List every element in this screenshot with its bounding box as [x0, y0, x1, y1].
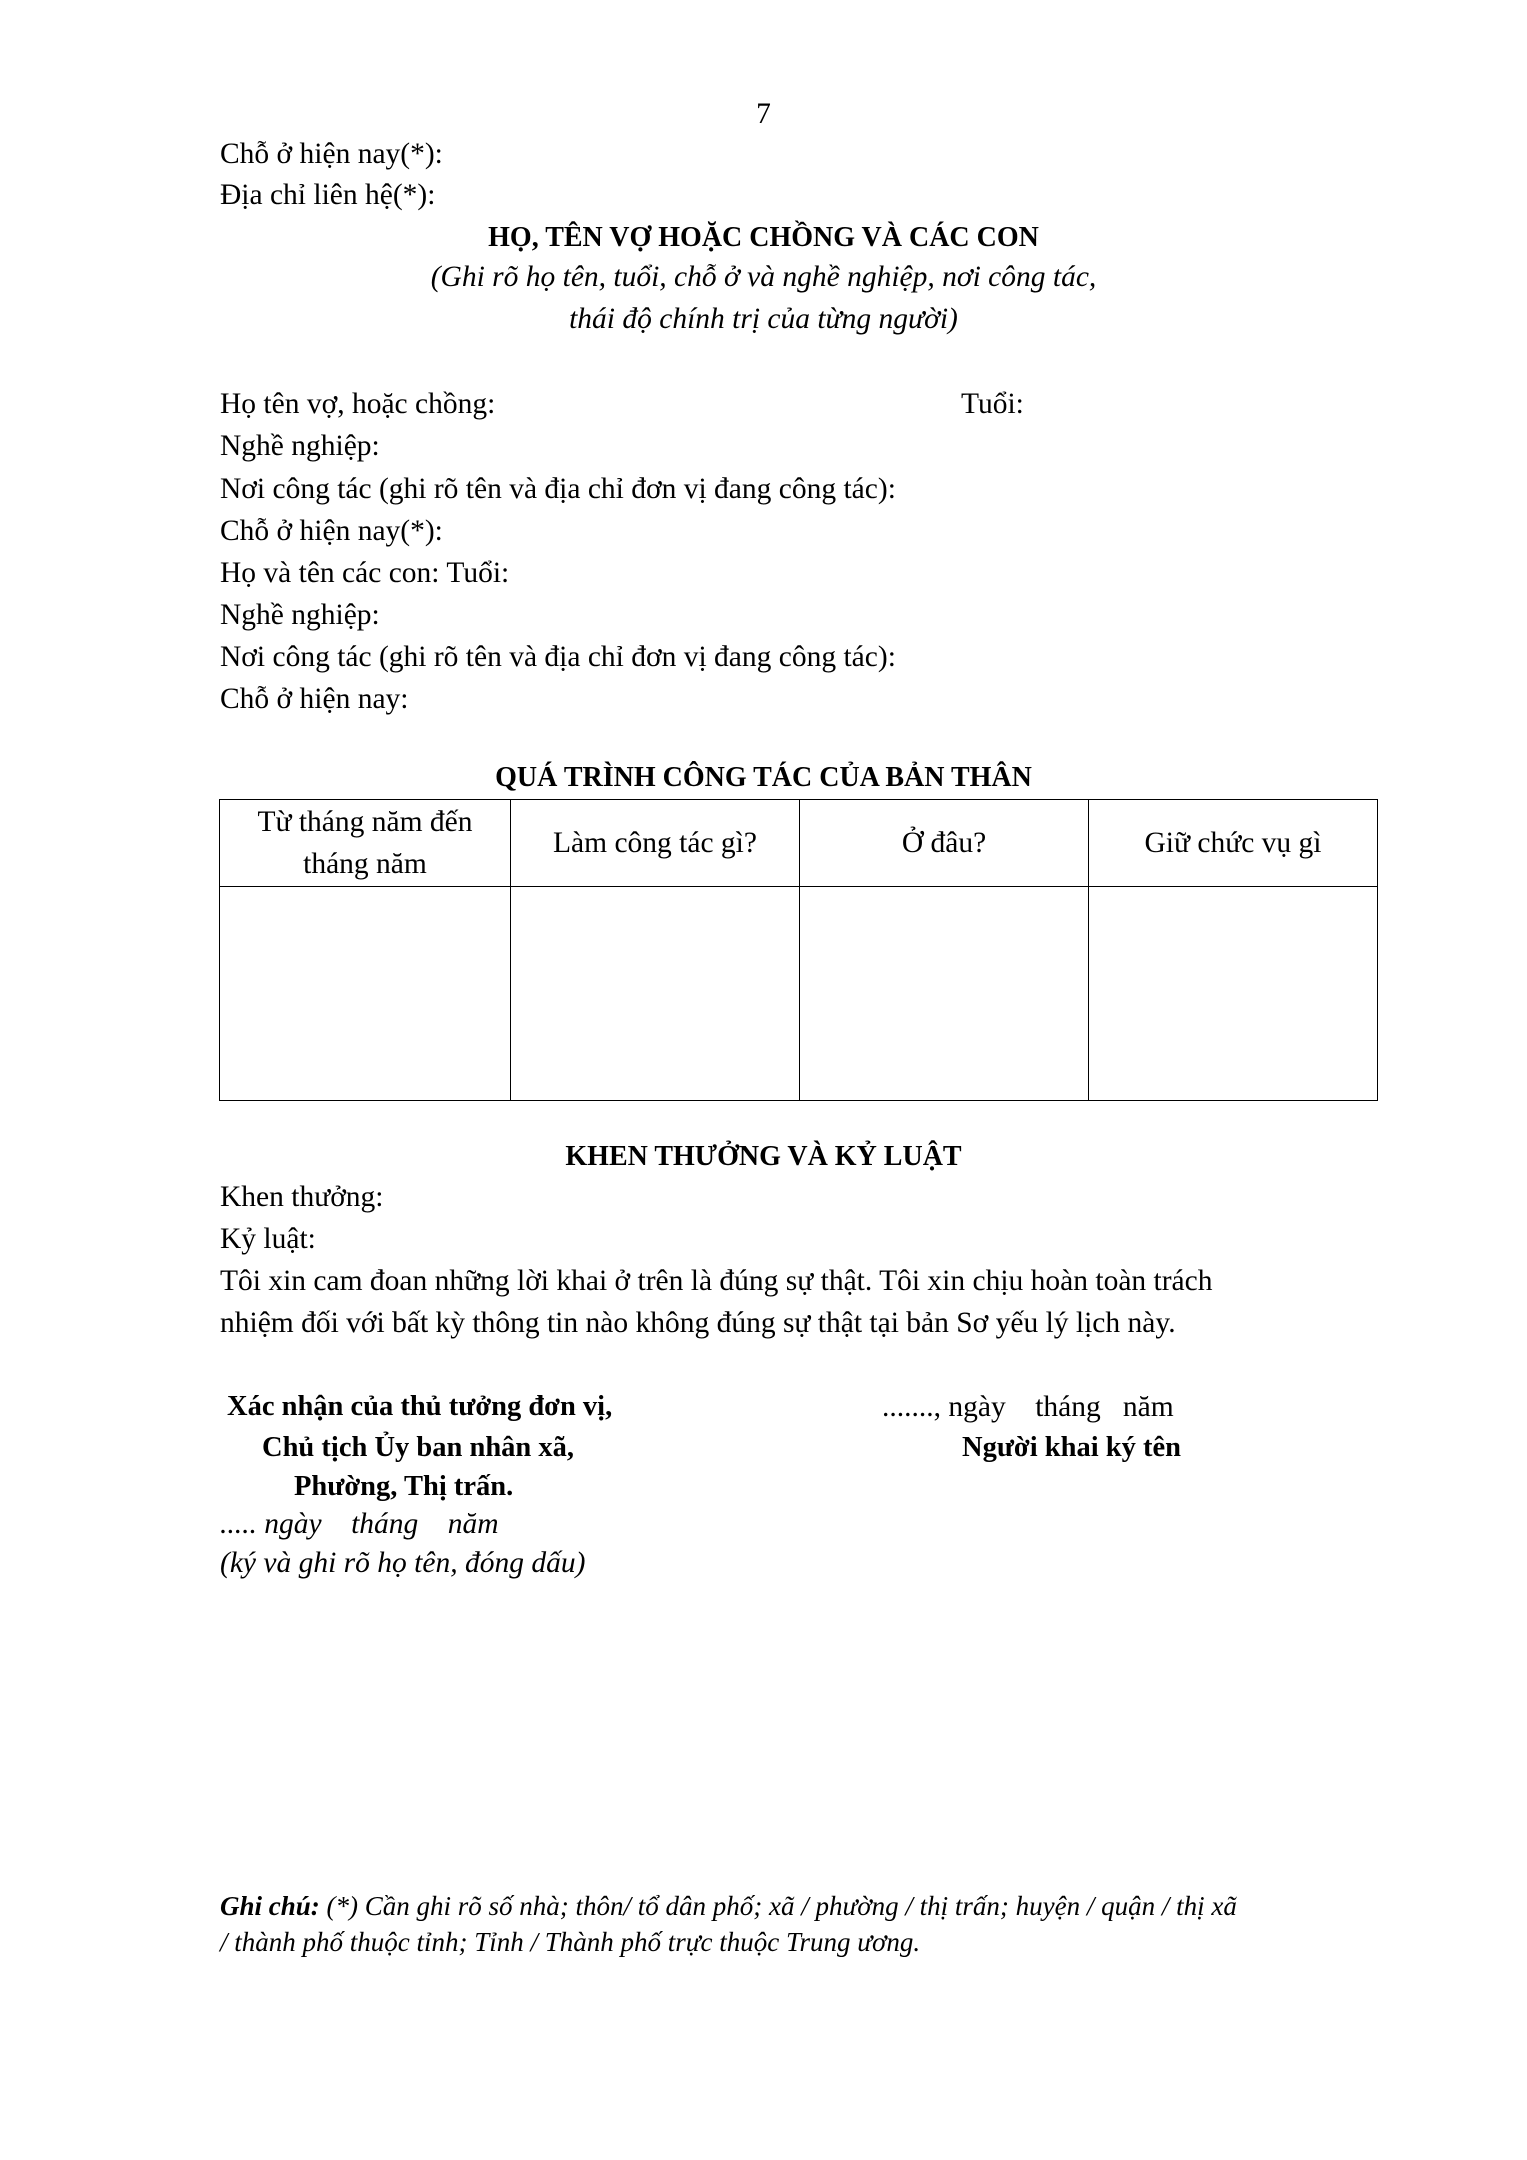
signature-left-note: (ký và ghi rõ họ tên, đóng dấu)	[220, 1547, 586, 1579]
work-history-table	[219, 799, 1378, 1101]
signature-right-title: Người khai ký tên	[962, 1432, 1181, 1463]
column-header-period-line2: tháng năm	[303, 848, 427, 880]
signature-left-line3: Phường, Thị trấn.	[294, 1471, 514, 1502]
column-header-job: Làm công tác gì?	[511, 800, 800, 887]
spouse-age-label: Tuổi:	[961, 388, 1024, 420]
discipline-label: Kỷ luật:	[220, 1223, 316, 1255]
spouse-occupation-label: Nghề nghiệp:	[220, 430, 380, 462]
signature-left-line2: Chủ tịch Ủy ban nhân xã,	[262, 1432, 575, 1463]
footnote-label: Ghi chú:	[220, 1891, 320, 1921]
table-cell-place[interactable]	[800, 887, 1089, 1101]
column-header-period-line1: Từ tháng năm đến	[257, 806, 473, 838]
footnote-line1	[220, 1893, 1237, 1920]
spouse-name-label: Họ tên vợ, hoặc chồng:	[220, 388, 496, 420]
table-row	[220, 887, 1378, 1101]
family-section-subtitle-line1: (Ghi rõ họ tên, tuổi, chỗ ở và nghề nghiệp, nơi công tác,	[430, 261, 1097, 293]
children-workplace-label: Nơi công tác (ghi rõ tên và địa chỉ đơn vị đang công tác):	[220, 641, 896, 673]
pledge-line2: nhiệm đối với bất kỳ thông tin nào không đúng sự thật tại bản Sơ yếu lý lịch này.	[220, 1307, 1176, 1339]
children-name-age-label: Họ và tên các con: Tuổi:	[220, 557, 510, 589]
column-header-period	[220, 800, 511, 887]
table-cell-position[interactable]	[1089, 887, 1378, 1101]
footnote-line2: / thành phố thuộc tỉnh; Tỉnh / Thành phố trực thuộc Trung ương.	[220, 1927, 921, 1957]
children-residence-label: Chỗ ở hiện nay:	[220, 683, 409, 715]
contact-address-label: Địa chỉ liên hệ(*):	[220, 179, 436, 211]
rewards-section-title: KHEN THƯỞNG VÀ KỶ LUẬT	[565, 1141, 962, 1172]
signature-left-date: ..... ngày tháng năm	[220, 1508, 499, 1540]
spouse-residence-label: Chỗ ở hiện nay(*):	[220, 515, 443, 547]
rewards-label: Khen thưởng:	[220, 1181, 384, 1213]
column-header-place: Ở đâu?	[800, 800, 1089, 887]
table-cell-job[interactable]	[511, 887, 800, 1101]
footnote-text-line1: (*) Cần ghi rõ số nhà; thôn/ tổ dân phố; xã / phường / thị trấn; huyện / quận / thị xã	[319, 1891, 1237, 1921]
children-occupation-label: Nghề nghiệp:	[220, 599, 380, 631]
current-residence-label: Chỗ ở hiện nay(*):	[220, 138, 443, 170]
work-history-title: QUÁ TRÌNH CÔNG TÁC CỦA BẢN THÂN	[495, 762, 1032, 793]
work-history-header-row	[220, 800, 1378, 887]
column-header-position: Giữ chức vụ gì	[1089, 800, 1378, 887]
spouse-workplace-label: Nơi công tác (ghi rõ tên và địa chỉ đơn vị đang công tác):	[220, 473, 896, 505]
signature-right-date: ......., ngày tháng năm	[882, 1391, 1174, 1423]
page-number: 7	[756, 98, 771, 130]
family-section-subtitle-line2: thái độ chính trị của từng người)	[569, 303, 958, 335]
family-section-title: HỌ, TÊN VỢ HOẶC CHỒNG VÀ CÁC CON	[488, 222, 1039, 253]
signature-left-line1: Xác nhận của thủ tưởng đơn vị,	[227, 1391, 613, 1422]
pledge-line1: Tôi xin cam đoan những lời khai ở trên là đúng sự thật. Tôi xin chịu hoàn toàn trách	[220, 1265, 1213, 1297]
table-cell-period[interactable]	[220, 887, 511, 1101]
